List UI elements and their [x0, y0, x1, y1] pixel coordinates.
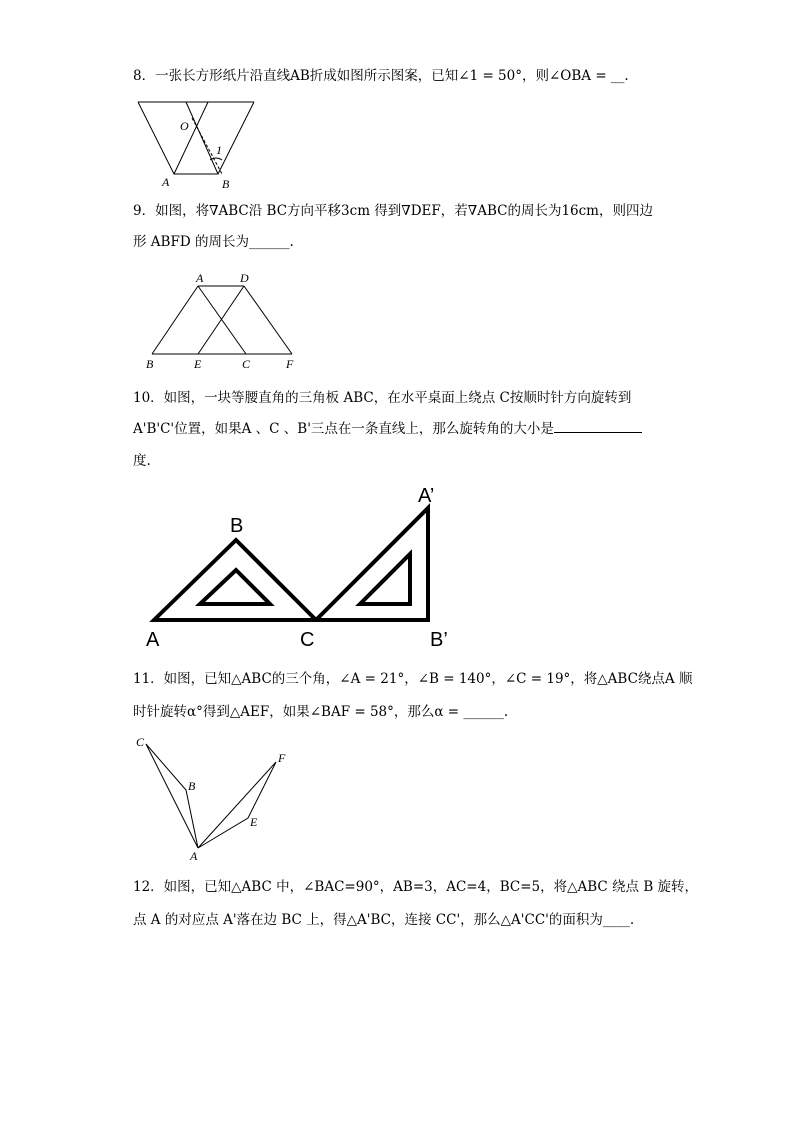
problem-11-line-2: 时针旋转α°得到△AEF，如果∠BAF = 58°，那么α = ______. — [133, 704, 509, 720]
problem-12-line-2: 点 A 的对应点 A'落在边 BC 上，得△A'BC，连接 CC'，那么△A'CC'的面积为____. — [133, 912, 635, 928]
figure-9-translated-triangles — [140, 268, 310, 376]
problem-12-line-1: 12．如图，已知△ABC 中，∠BAC=90°，AB=3，AC=4，BC=5，将△ABC 绕点 B 旋转， — [133, 879, 699, 895]
label-B-prime: B’ — [430, 629, 448, 651]
problem-10-line-1: 10．如图，一块等腰直角的三角板 ABC，在水平桌面上绕点 C按顺时针方向旋转到 — [133, 390, 632, 406]
problem-10-line-2: A'B'C'位置，如果A 、C 、B'三点在一条直线上，那么旋转角的大小是 — [133, 420, 642, 438]
label-C: C — [136, 735, 145, 749]
problem-8-text: 8．一张长方形纸片沿直线AB折成如图所示图案，已知∠1 = 50°，则∠OBA = __. — [133, 68, 629, 84]
label-A: A — [162, 175, 170, 189]
problem-11-line-1: 11．如图，已知△ABC的三个角，∠A = 21°，∠B = 140°，∠C = 19°，将△ABC绕点A 顺 — [133, 671, 693, 687]
label-A: A — [190, 849, 198, 863]
figure-10-rotated-set-square — [140, 480, 470, 655]
label-E: E — [250, 815, 258, 829]
label-B: B — [222, 177, 230, 190]
label-F: F — [286, 357, 294, 371]
label-C: C — [242, 357, 251, 371]
label-A: A — [146, 629, 160, 651]
label-B: B — [146, 357, 154, 371]
label-1: 1 — [216, 143, 222, 157]
label-A-prime: A’ — [418, 485, 435, 507]
problem-9-line-2: 形 ABFD 的周长为______. — [133, 234, 294, 250]
answer-blank[interactable] — [554, 420, 642, 433]
figure-8-folded-paper — [130, 98, 260, 190]
label-B: B — [188, 779, 196, 793]
label-E: E — [194, 357, 202, 371]
label-F: F — [278, 751, 286, 765]
problem-9-line-1: 9．如图，将∇ABC沿 BC方向平移3cm 得到∇DEF，若∇ABC的周长为16cm，则四边 — [133, 203, 653, 219]
label-B: B — [230, 515, 244, 537]
label-O: O — [180, 119, 189, 133]
label-A: A — [196, 271, 204, 285]
label-C: C — [300, 629, 315, 651]
problem-10-line-3: 度. — [133, 453, 151, 469]
label-D: D — [240, 271, 249, 285]
figure-11-rotated-triangles — [132, 732, 292, 867]
